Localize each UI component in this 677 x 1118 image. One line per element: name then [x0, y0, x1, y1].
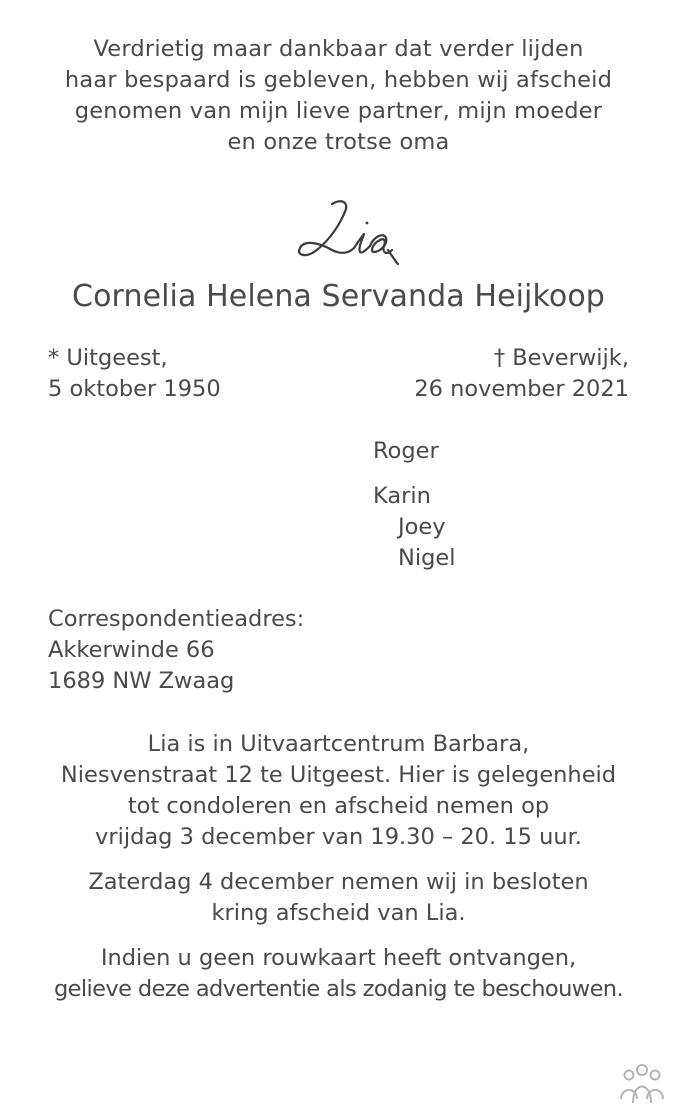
birth-date: 5 oktober 1950: [48, 376, 221, 402]
signature-lia: [288, 190, 408, 276]
deceased-full-name: Cornelia Helena Servanda Heijkoop: [72, 279, 605, 314]
family-child: Karin: [373, 483, 431, 509]
info-line: Indien u geen rouwkaart heeft ontvangen,: [100, 945, 577, 971]
info-paragraph-notice: [0, 943, 677, 1005]
intro-line: haar bespaard is gebleven, hebben wij afscheid: [64, 67, 613, 93]
address-city: 1689 NW Zwaag: [48, 668, 235, 694]
death-date: 26 november 2021: [414, 376, 629, 402]
info-line: vrijdag 3 december van 19.30 – 20. 15 uur.: [95, 824, 582, 850]
info-line: gelieve deze advertentie als zodanig te beschouwen.: [53, 976, 624, 1002]
info-line: kring afscheid van Lia.: [211, 900, 466, 926]
funeral-info: [0, 729, 677, 1005]
info-line: Zaterdag 4 december nemen wij in besloten: [88, 869, 589, 895]
birth-place: * Uitgeest,: [48, 345, 168, 371]
info-paragraph-viewing: [0, 729, 677, 853]
death-place: † Beverwijk,: [493, 345, 629, 371]
death-info: [414, 343, 629, 405]
address-street: Akkerwinde 66: [48, 637, 215, 663]
intro-text: [0, 34, 677, 158]
family-grandchild: Nigel: [398, 545, 456, 571]
family-grandchild: Joey: [398, 514, 446, 540]
intro-line: genomen van mijn lieve partner, mijn moeder: [74, 98, 603, 124]
info-line: Niesvenstraat 12 te Uitgeest. Hier is gelegenheid: [60, 762, 617, 788]
info-line: tot condoleren en afscheid nemen op: [127, 793, 550, 819]
family-list: [373, 436, 455, 574]
info-paragraph-private: [0, 867, 677, 929]
people-group-icon: [617, 1063, 667, 1105]
family-partner: Roger: [373, 438, 439, 464]
intro-line: en onze trotse oma: [227, 129, 450, 155]
info-line: Lia is in Uitvaartcentrum Barbara,: [147, 731, 530, 757]
correspondence-address: [48, 604, 304, 697]
address-label: Correspondentieadres:: [48, 606, 305, 632]
birth-info: [48, 343, 221, 405]
intro-line: Verdrietig maar dankbaar dat verder lijden: [93, 36, 584, 62]
